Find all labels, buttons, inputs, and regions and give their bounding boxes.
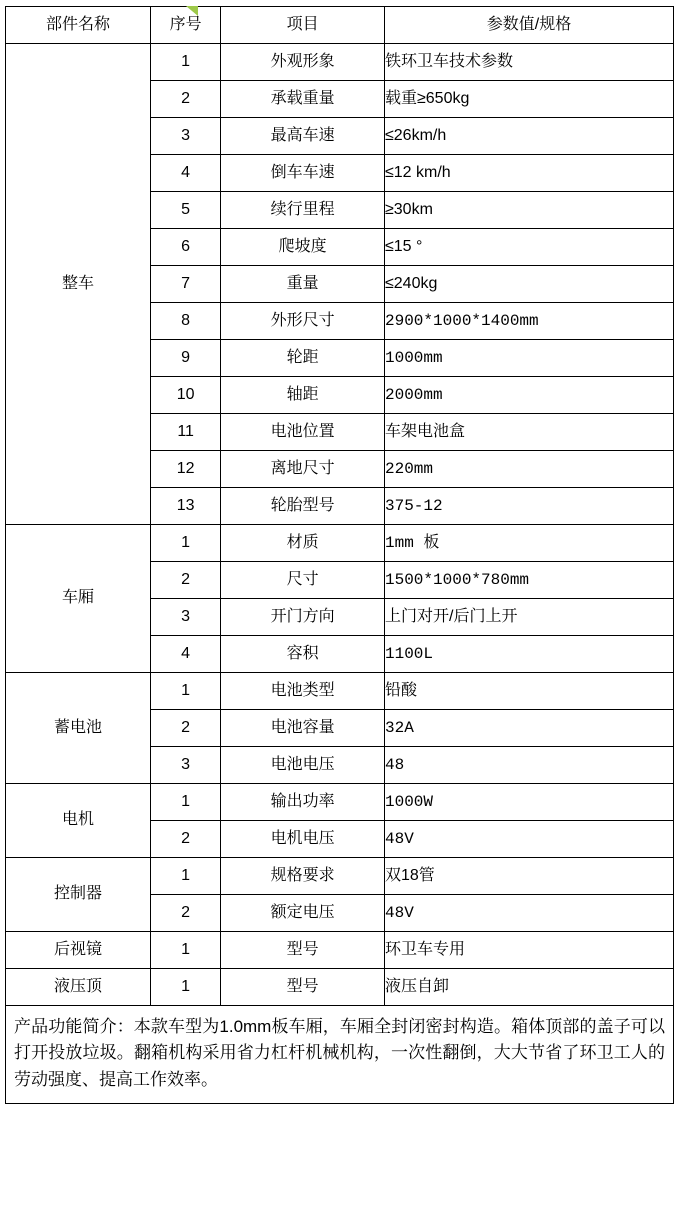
value-cell: 375-12 <box>385 488 674 525</box>
serial-no-cell: 4 <box>151 155 221 192</box>
product-description: 产品功能简介：本款车型为1.0mm板车厢，车厢全封闭密封构造。箱体顶部的盖子可以打开投放垃圾。翻箱机构采用省力杠杆机械机构，一次性翻倒，大大节省了环卫工人的劳动强度、提高工作效率。 <box>5 1006 674 1104</box>
value-cell: ≥30km <box>385 192 674 229</box>
value-cell: 铁环卫车技术参数 <box>385 44 674 81</box>
serial-no-cell: 1 <box>151 969 221 1006</box>
value-cell: 2900*1000*1400mm <box>385 303 674 340</box>
serial-no-cell: 2 <box>151 821 221 858</box>
serial-no-cell: 1 <box>151 858 221 895</box>
item-cell: 轴距 <box>221 377 385 414</box>
item-cell: 最高车速 <box>221 118 385 155</box>
value-cell: 双18管 <box>385 858 674 895</box>
part-name-cell: 蓄电池 <box>6 673 151 784</box>
serial-no-cell: 2 <box>151 562 221 599</box>
part-name-cell: 电机 <box>6 784 151 858</box>
value-cell: 1mm 板 <box>385 525 674 562</box>
item-cell: 尺寸 <box>221 562 385 599</box>
serial-no-cell: 3 <box>151 599 221 636</box>
serial-no-cell: 1 <box>151 932 221 969</box>
item-cell: 重量 <box>221 266 385 303</box>
spec-sheet <box>0 6 679 1206</box>
item-cell: 爬坡度 <box>221 229 385 266</box>
serial-no-cell: 9 <box>151 340 221 377</box>
value-cell: 液压自卸 <box>385 969 674 1006</box>
value-cell: 上门对开/后门上开 <box>385 599 674 636</box>
serial-no-cell: 6 <box>151 229 221 266</box>
item-cell: 电池位置 <box>221 414 385 451</box>
value-cell: 48V <box>385 895 674 932</box>
part-name-cell: 液压顶 <box>6 969 151 1006</box>
item-cell: 承载重量 <box>221 81 385 118</box>
serial-no-cell: 2 <box>151 81 221 118</box>
value-cell: ≤240kg <box>385 266 674 303</box>
serial-no-cell: 5 <box>151 192 221 229</box>
value-cell: ≤15 ° <box>385 229 674 266</box>
part-name-cell: 整车 <box>6 44 151 525</box>
table-row <box>6 525 674 562</box>
item-cell: 电池类型 <box>221 673 385 710</box>
value-cell: 1500*1000*780mm <box>385 562 674 599</box>
table-row <box>6 44 674 81</box>
item-cell: 材质 <box>221 525 385 562</box>
serial-no-cell: 1 <box>151 673 221 710</box>
serial-no-cell: 2 <box>151 895 221 932</box>
serial-no-cell: 12 <box>151 451 221 488</box>
table-body <box>6 44 674 1006</box>
value-cell: ≤26km/h <box>385 118 674 155</box>
header-item: 项目 <box>221 7 385 44</box>
table-row <box>6 673 674 710</box>
serial-no-cell: 10 <box>151 377 221 414</box>
serial-no-cell: 1 <box>151 525 221 562</box>
item-cell: 轮距 <box>221 340 385 377</box>
table-row <box>6 858 674 895</box>
item-cell: 容积 <box>221 636 385 673</box>
serial-no-cell: 8 <box>151 303 221 340</box>
item-cell: 外观形象 <box>221 44 385 81</box>
value-cell: 1000mm <box>385 340 674 377</box>
value-cell: 48V <box>385 821 674 858</box>
item-cell: 离地尺寸 <box>221 451 385 488</box>
serial-no-cell: 7 <box>151 266 221 303</box>
item-cell: 额定电压 <box>221 895 385 932</box>
value-cell: 220mm <box>385 451 674 488</box>
table-row <box>6 969 674 1006</box>
value-cell: 1100L <box>385 636 674 673</box>
item-cell: 轮胎型号 <box>221 488 385 525</box>
value-cell: 32A <box>385 710 674 747</box>
part-name-cell: 后视镜 <box>6 932 151 969</box>
serial-no-cell: 2 <box>151 710 221 747</box>
part-name-cell: 车厢 <box>6 525 151 673</box>
item-cell: 型号 <box>221 969 385 1006</box>
value-cell: 车架电池盒 <box>385 414 674 451</box>
item-cell: 电池电压 <box>221 747 385 784</box>
value-cell: 载重≥650kg <box>385 81 674 118</box>
table-row <box>6 932 674 969</box>
table-header-row <box>6 7 674 44</box>
serial-no-cell: 3 <box>151 747 221 784</box>
header-part-name: 部件名称 <box>6 7 151 44</box>
value-cell: 1000W <box>385 784 674 821</box>
item-cell: 规格要求 <box>221 858 385 895</box>
spec-table <box>5 6 674 1006</box>
item-cell: 倒车车速 <box>221 155 385 192</box>
header-serial-no: 序号 <box>151 7 221 44</box>
value-cell: 48 <box>385 747 674 784</box>
serial-no-cell: 13 <box>151 488 221 525</box>
header-value: 参数值/规格 <box>385 7 674 44</box>
serial-no-cell: 1 <box>151 44 221 81</box>
value-cell: 铅酸 <box>385 673 674 710</box>
serial-no-cell: 11 <box>151 414 221 451</box>
item-cell: 电机电压 <box>221 821 385 858</box>
table-row <box>6 784 674 821</box>
value-cell: 2000mm <box>385 377 674 414</box>
item-cell: 型号 <box>221 932 385 969</box>
item-cell: 输出功率 <box>221 784 385 821</box>
item-cell: 外形尺寸 <box>221 303 385 340</box>
value-cell: ≤12 km/h <box>385 155 674 192</box>
part-name-cell: 控制器 <box>6 858 151 932</box>
serial-no-cell: 3 <box>151 118 221 155</box>
value-cell: 环卫车专用 <box>385 932 674 969</box>
item-cell: 电池容量 <box>221 710 385 747</box>
item-cell: 续行里程 <box>221 192 385 229</box>
table-header <box>6 7 674 44</box>
item-cell: 开门方向 <box>221 599 385 636</box>
serial-no-cell: 4 <box>151 636 221 673</box>
serial-no-cell: 1 <box>151 784 221 821</box>
